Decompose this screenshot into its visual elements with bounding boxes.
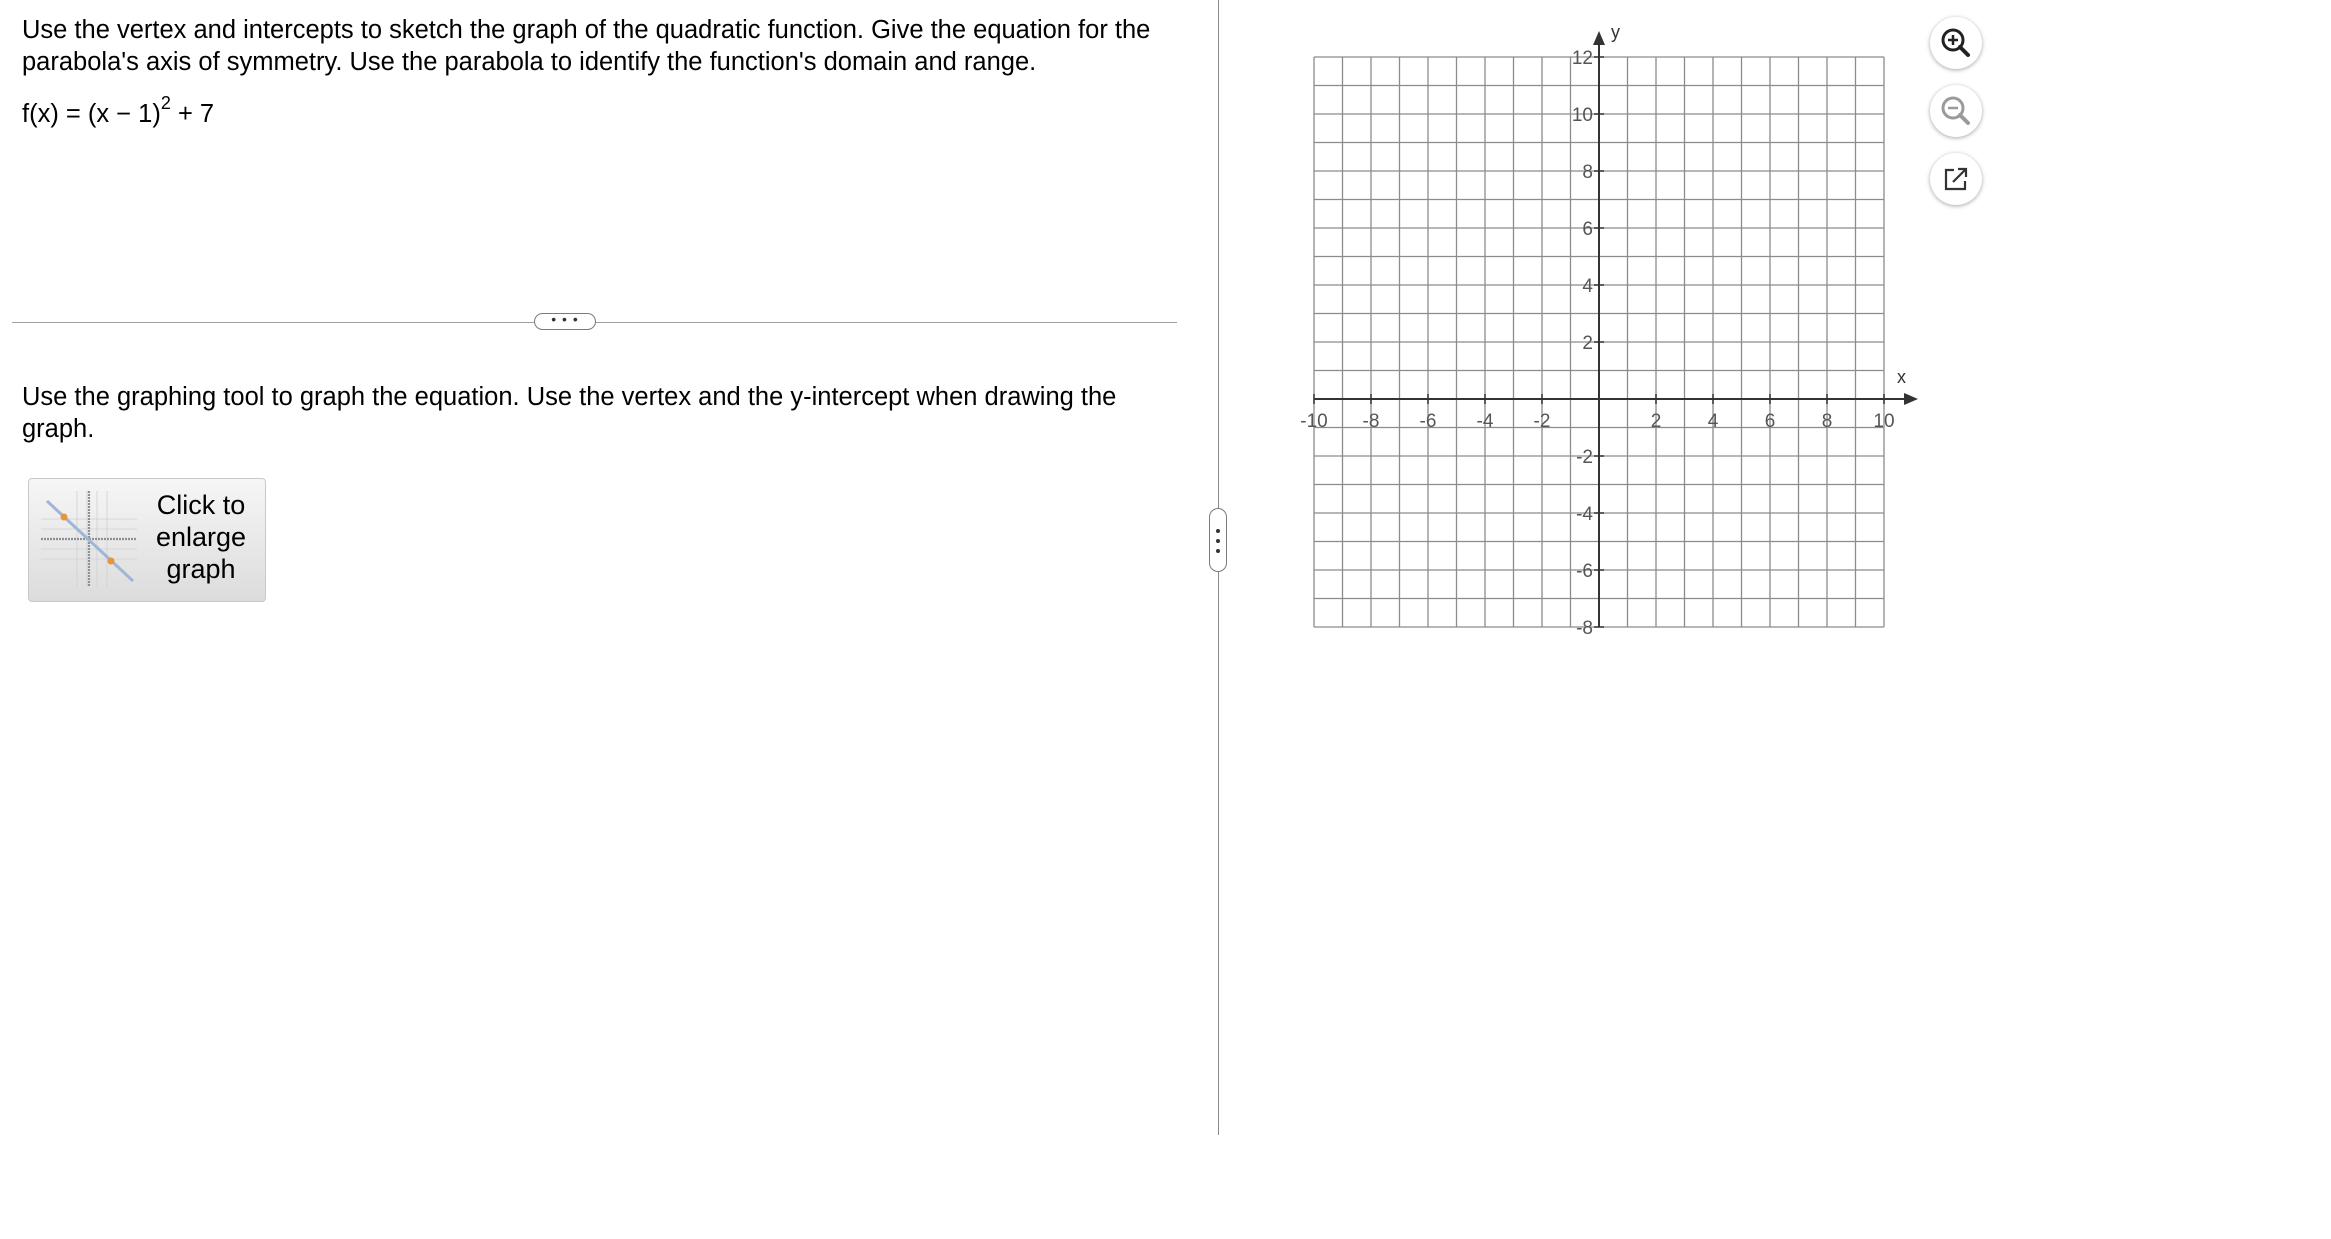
pane-splitter-handle[interactable] — [1209, 508, 1227, 572]
x-tick-label: 2 — [1650, 411, 1662, 432]
graphing-instructions: Use the graphing tool to graph the equation. Use the vertex and the y-intercept when drawing the graph. — [22, 383, 1117, 443]
external-link-icon — [1930, 153, 1982, 205]
x-tick-label: -4 — [1476, 411, 1494, 432]
function-exponent: 2 — [160, 92, 171, 113]
y-tick-label: -6 — [1576, 561, 1593, 582]
y-tick-label: 8 — [1582, 162, 1593, 183]
divider-expand-handle[interactable]: • • • — [534, 313, 596, 330]
x-axis-arrow-icon — [1904, 393, 1918, 405]
x-tick-label: -10 — [1300, 411, 1328, 432]
enlarge-graph-button[interactable] — [28, 478, 266, 602]
question-prompt: Use the vertex and intercepts to sketch the graph of the quadratic function. Give the equation for the parabola's axis of symmetry. Use the parabola to identify the function's domain and range. — [22, 16, 1151, 76]
y-tick-label: -4 — [1576, 504, 1593, 525]
y-tick-label: 4 — [1582, 276, 1593, 297]
zoom-out-icon — [1930, 85, 1982, 137]
x-tick-label: 10 — [1873, 411, 1895, 432]
x-tick-label: 4 — [1707, 411, 1719, 432]
y-tick-label: 12 — [1571, 48, 1593, 69]
function-constant: + 7 — [170, 100, 215, 128]
graph-thumbnail-icon — [39, 489, 139, 589]
x-tick-label: -6 — [1419, 411, 1437, 432]
y-axis-label: y — [1611, 22, 1620, 42]
function-base: f(x) = (x − 1) — [22, 100, 161, 128]
y-tick-label: -8 — [1576, 618, 1593, 639]
y-axis-arrow-icon — [1593, 31, 1605, 45]
y-tick-label: 2 — [1582, 333, 1593, 354]
x-axis-label: x — [1897, 367, 1906, 387]
x-tick-label: 8 — [1821, 411, 1833, 432]
x-tick-label: -8 — [1362, 411, 1380, 432]
y-tick-label: 10 — [1571, 105, 1593, 126]
pop-out-button[interactable] — [1930, 153, 1982, 205]
coordinate-graph[interactable] — [1290, 15, 1930, 655]
y-tick-label: -2 — [1576, 447, 1593, 468]
zoom-in-icon — [1930, 17, 1982, 69]
enlarge-graph-label: Click to enlarge graph — [155, 490, 247, 584]
zoom-out-button[interactable] — [1930, 85, 1982, 137]
function-equation — [22, 92, 215, 130]
y-tick-label: 6 — [1582, 219, 1593, 240]
x-tick-label: 6 — [1764, 411, 1776, 432]
zoom-in-button[interactable] — [1930, 17, 1982, 69]
x-tick-label: -2 — [1533, 411, 1551, 432]
graph-ticks — [1300, 48, 1894, 639]
